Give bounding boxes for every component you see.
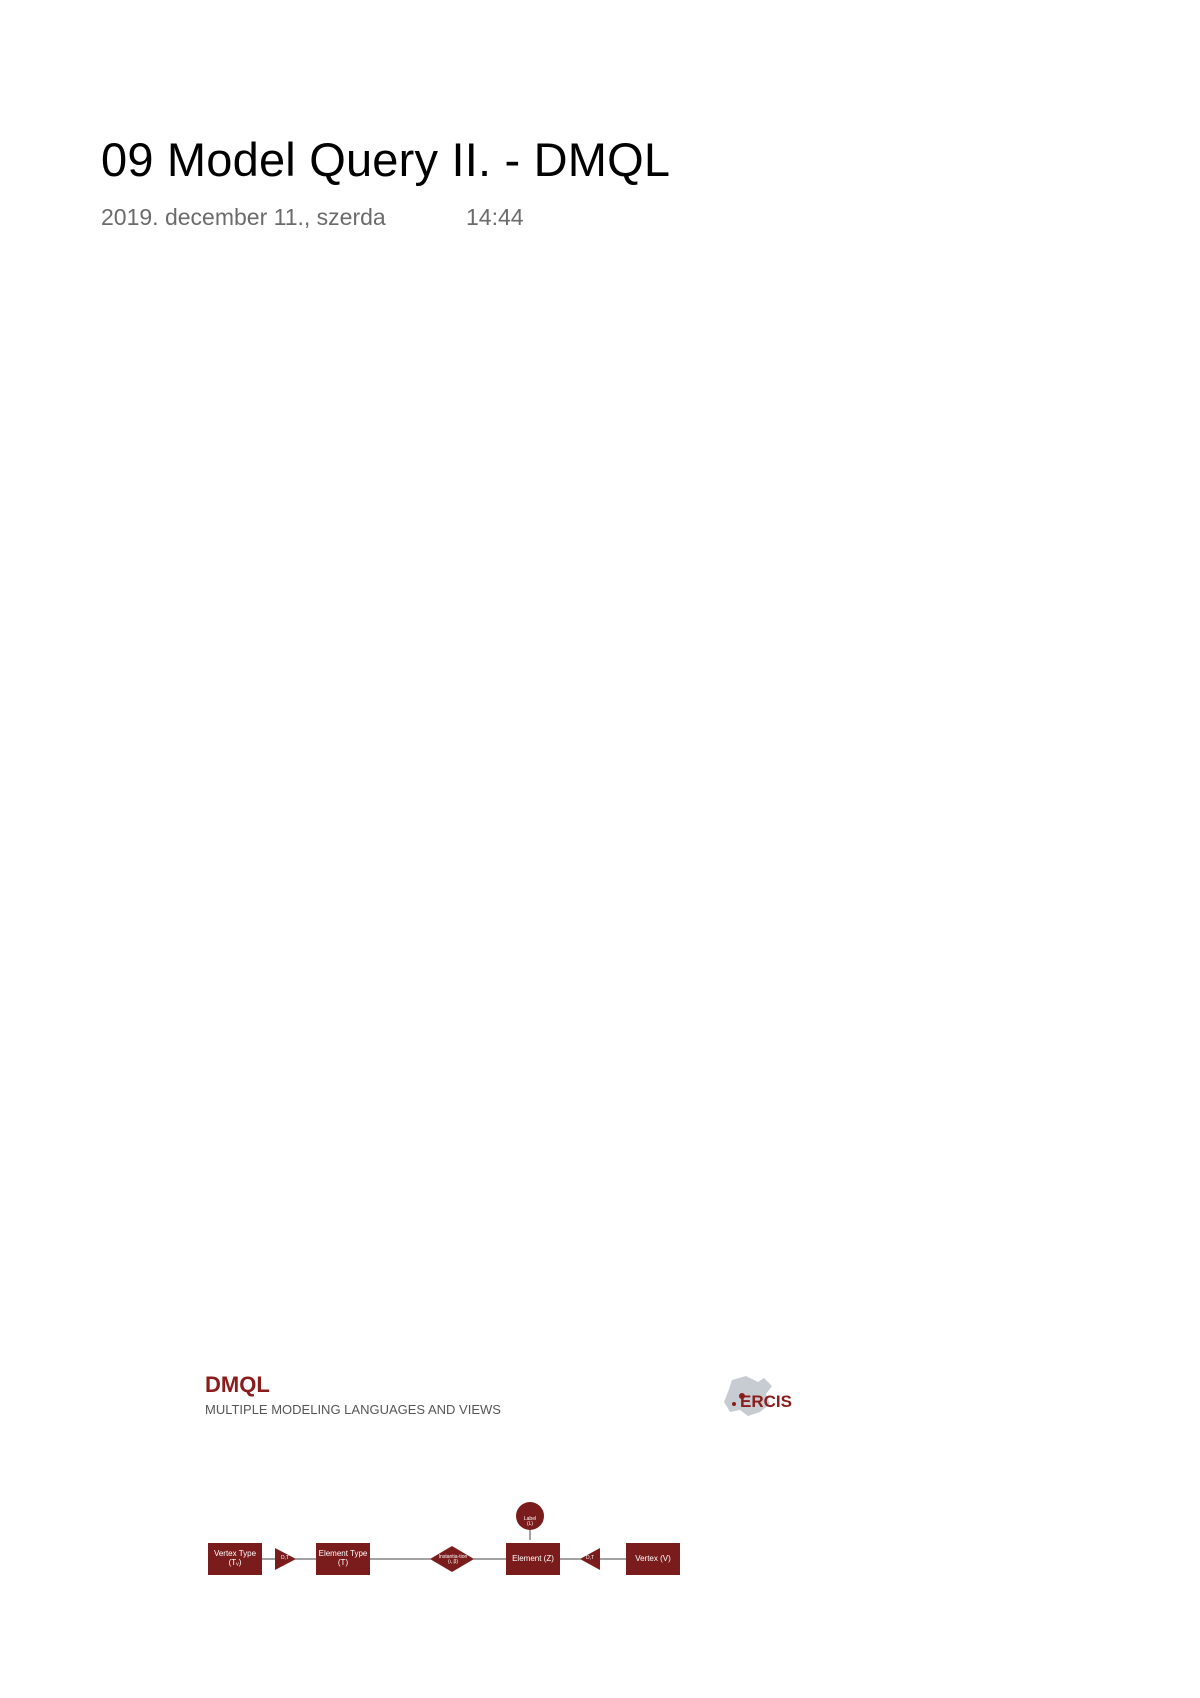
page-date: 2019. december 11., szerda <box>101 204 386 230</box>
page-time: 14:44 <box>466 204 524 230</box>
entity-box: Vertex (V) <box>626 1543 680 1575</box>
page-title: 09 Model Query II. - DMQL <box>101 133 671 186</box>
ercis-logo-text: ERCIS <box>740 1392 792 1411</box>
label-node-text: Label (L) <box>523 1515 537 1527</box>
embedded-slide-image <box>200 1370 820 1590</box>
diamond-label: Instantia-tion (ι, β) <box>438 1553 468 1565</box>
triangle-label: D,T <box>280 1555 290 1562</box>
slide-title: DMQL <box>205 1372 270 1397</box>
triangle-label: D,T <box>585 1555 595 1562</box>
entity-box: Element (Z) <box>506 1543 560 1575</box>
entity-box: Element Type (T) <box>316 1543 370 1575</box>
entity-box: Vertex Type (Tᵥ) <box>208 1543 262 1575</box>
slide-subtitle: MULTIPLE MODELING LANGUAGES AND VIEWS <box>205 1402 501 1417</box>
